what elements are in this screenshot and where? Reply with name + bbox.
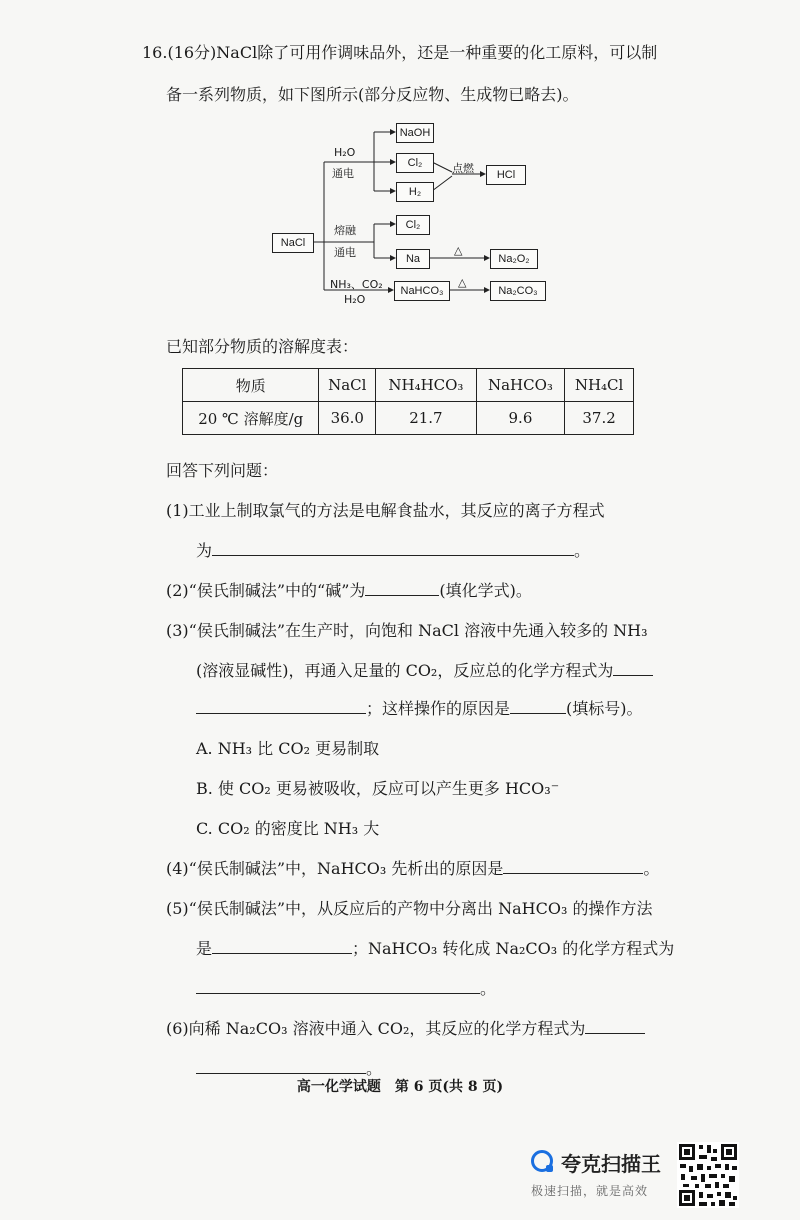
q5-suffix: 。 (480, 979, 497, 998)
q4-answer-blank[interactable] (503, 857, 643, 874)
q3-option-a: A. NH₃ 比 CO₂ 更易制取 (196, 739, 380, 758)
q5-line-1: (5)“侯氏制碱法”中，从反应后的产物中分离出 NaHCO₃ 的操作方法 (166, 899, 653, 918)
naoh-box: NaOH (396, 123, 434, 143)
q6-line-1 (166, 1016, 645, 1039)
reaction-diagram (268, 120, 568, 320)
q5-equation-blank[interactable] (196, 977, 480, 994)
q5-line-3 (196, 976, 496, 999)
q3-line-2-text: (溶液显碱性)，再通入足量的 CO₂，反应总的化学方程式为 (196, 661, 614, 680)
h2-box: H₂ (396, 182, 434, 202)
q1-line-1: (1)工业上制取氯气的方法是电解食盐水，其反应的离子方程式 (166, 501, 605, 520)
table-cell: 21.7 (376, 402, 477, 435)
q3-equation-blank-b[interactable] (196, 697, 366, 714)
question-16-line-1: 16.(16分)NaCl除了可用作调味品外，还是一种重要的化工原料，可以制 (142, 43, 658, 62)
table-header-row (183, 369, 634, 402)
branch3-condition-bottom: H₂O (344, 293, 366, 306)
branch2-condition-bottom: 通电 (334, 246, 356, 259)
nahco3-box: NaHCO₃ (394, 281, 450, 301)
branch1-condition-bottom: 通电 (332, 167, 354, 180)
table-cell: 20 ℃ 溶解度/g (183, 402, 319, 435)
q6-equation-blank-b[interactable] (196, 1057, 366, 1074)
na2o2-box: Na₂O₂ (490, 249, 538, 269)
heat-symbol-2: △ (458, 276, 467, 289)
q1-prefix: 为 (196, 541, 213, 560)
table-cell: 36.0 (319, 402, 376, 435)
ignite-label: 点燃 (452, 162, 474, 175)
q1-answer-blank[interactable] (212, 539, 574, 556)
q3-equation-blank-a[interactable] (613, 659, 653, 676)
q6-suffix: 。 (366, 1059, 383, 1078)
q3-option-b: B. 使 CO₂ 更易被吸收，反应可以产生更多 HCO₃⁻ (196, 779, 560, 798)
q3-line-1: (3)“侯氏制碱法”在生产时，向饱和 NaCl 溶液中先通入较多的 NH₃ (166, 621, 648, 640)
cl2-box-2: Cl₂ (396, 215, 430, 235)
q3-line-2 (196, 658, 653, 681)
q2-line (166, 578, 532, 601)
q4-suffix: 。 (643, 859, 660, 878)
q5-method-blank[interactable] (212, 937, 352, 954)
q3-option-c: C. CO₂ 的密度比 NH₃ 大 (196, 819, 380, 838)
watermark-slogan: 极速扫描，就是高效 (531, 1184, 649, 1198)
cl2-box-1: Cl₂ (396, 153, 434, 173)
q2-answer-blank[interactable] (365, 579, 439, 596)
table-header-cell: NH₄HCO₃ (376, 369, 477, 402)
q5-line-2 (196, 936, 674, 959)
q5-mid: ；NaHCO₃ 转化成 Na₂CO₃ 的化学方程式为 (352, 939, 675, 958)
q3-reason-blank[interactable] (510, 697, 566, 714)
answer-intro: 回答下列问题： (166, 461, 279, 480)
qr-code-icon (677, 1142, 739, 1208)
table-row (183, 402, 634, 435)
quark-logo-icon (531, 1150, 553, 1172)
branch2-condition-top: 熔融 (334, 224, 356, 237)
na2co3-box: Na₂CO₃ (490, 281, 546, 301)
table-header-cell: NaHCO₃ (476, 369, 564, 402)
nacl-box: NaCl (272, 233, 314, 253)
scanner-watermark (525, 1142, 795, 1210)
q3-reason-text: ；这样操作的原因是 (366, 699, 511, 718)
table-header-cell: 物质 (183, 369, 319, 402)
watermark-app-name: 夸克扫描王 (561, 1152, 661, 1176)
hcl-box: HCl (486, 165, 526, 185)
heat-symbol-1: △ (454, 244, 463, 257)
q6-text: (6)向稀 Na₂CO₃ 溶液中通入 CO₂，其反应的化学方程式为 (166, 1019, 586, 1038)
na-box: Na (396, 249, 430, 269)
q3-reason-suffix: (填标号)。 (566, 699, 643, 718)
branch1-condition-top: H₂O (334, 146, 356, 159)
table-cell: 9.6 (476, 402, 564, 435)
q4-line (166, 856, 659, 879)
question-16-line-2: 备一系列物质，如下图所示(部分反应物、生成物已略去)。 (166, 85, 579, 104)
table-cell: 37.2 (565, 402, 634, 435)
table-intro: 已知部分物质的溶解度表： (166, 337, 359, 356)
q6-equation-blank-a[interactable] (585, 1017, 645, 1034)
table-header-cell: NaCl (319, 369, 376, 402)
q4-prefix: (4)“侯氏制碱法”中，NaHCO₃ 先析出的原因是 (166, 859, 504, 878)
q3-line-3 (196, 696, 643, 719)
q5-prefix: 是 (196, 939, 213, 958)
q1-suffix: 。 (574, 541, 591, 560)
table-header-cell: NH₄Cl (565, 369, 634, 402)
q1-line-2 (196, 538, 590, 561)
page-footer: 高一化学试题 第 6 页(共 8 页) (296, 1079, 504, 1095)
q2-suffix: (填化学式)。 (439, 581, 532, 600)
branch3-condition-top: NH₃、CO₂ (330, 278, 383, 291)
solubility-table (182, 368, 634, 435)
q2-prefix: (2)“侯氏制碱法”中的“碱”为 (166, 581, 366, 600)
